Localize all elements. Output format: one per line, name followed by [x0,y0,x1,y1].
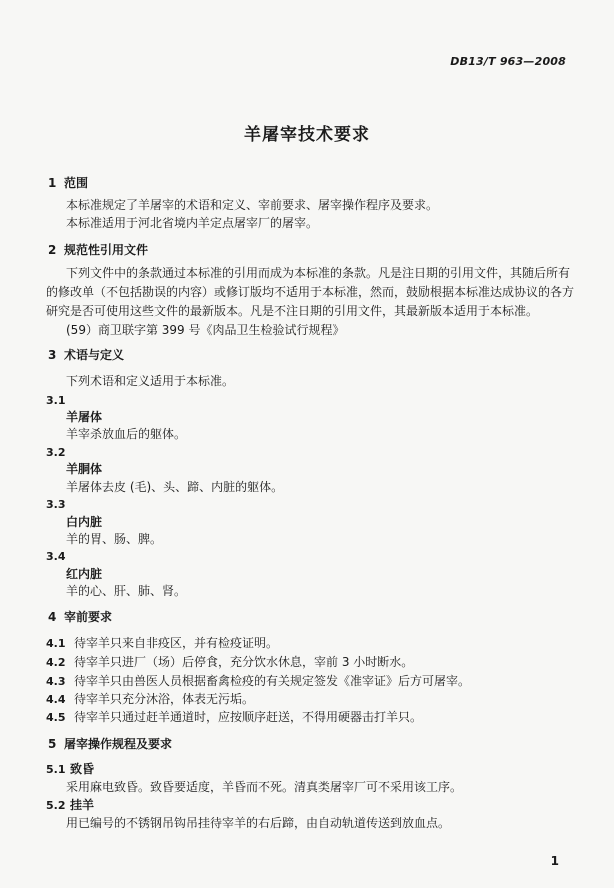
item-4-4-text: 待宰羊只充分沐浴，体表无污垢。 [74,692,255,706]
item-4-2-text: 待宰羊只进厂（场）后停食，充分饮水休息，宰前 3 小时断水。 [74,655,414,669]
term-3-3-definition: 羊的胃、肠、脾。 [66,532,163,546]
item-4-4-number: 4.4 [46,693,66,706]
section-2-paragraph-line-2: 的修改单（不包括勘误的内容）或修订版均不适用于本标准，然而，鼓励根据本标准达成协议的各方 [46,285,575,299]
page-number: 1 [550,854,559,868]
item-5-1-text: 采用麻电致昏。致昏要适度，羊昏而不死。清真类屠宰厂可不采用该工序。 [66,780,463,794]
section-3-intro: 下列术语和定义适用于本标准。 [66,374,235,388]
term-3-2-number: 3.2 [46,446,66,459]
section-2-reference: (59）商卫联字第 399 号《肉品卫生检验试行规程》 [66,323,345,337]
term-3-2-name: 羊胴体 [66,462,103,476]
section-5-heading: 屠宰操作规程及要求 [64,737,173,751]
document-title: 羊屠宰技术要求 [244,125,370,145]
item-4-3-number: 4.3 [46,675,66,688]
term-3-1-definition: 羊宰杀放血后的躯体。 [66,427,187,441]
item-5-1-heading: 致昏 [70,762,95,776]
item-4-2-number: 4.2 [46,656,66,669]
section-5-number: 5 [48,737,57,751]
term-3-4-definition: 羊的心、肝、肺、肾。 [66,584,187,598]
term-3-4-name: 红内脏 [66,567,103,581]
term-3-1-number: 3.1 [46,394,66,407]
section-2-paragraph-line-1: 下列文件中的条款通过本标准的引用而成为本标准的条款。凡是注日期的引用文件，其随后所有 [66,266,571,280]
section-2-paragraph-line-3: 研究是否可使用这些文件的最新版本。凡是不注日期的引用文件，其最新版本适用于本标准。 [46,304,539,318]
item-4-1-number: 4.1 [46,637,66,650]
item-5-2-text: 用已编号的不锈钢吊钩吊挂待宰羊的右后蹄，由自动轨道传送到放血点。 [66,816,451,830]
item-4-5-number: 4.5 [46,711,66,724]
term-3-3-number: 3.3 [46,498,66,511]
item-4-5-text: 待宰羊只通过赶羊通道时，应按顺序赶送，不得用硬器击打羊只。 [74,710,423,724]
term-3-3-name: 白内脏 [66,515,103,529]
section-4-number: 4 [48,610,57,624]
item-5-2-heading: 挂羊 [70,798,95,812]
section-2-number: 2 [48,243,57,257]
term-3-1-name: 羊屠体 [66,410,103,424]
section-1-number: 1 [48,176,57,190]
section-4-heading: 宰前要求 [64,610,113,624]
item-5-2-number: 5.2 [46,799,66,812]
item-5-1-number: 5.1 [46,763,66,776]
term-3-4-number: 3.4 [46,550,66,563]
item-4-1-text: 待宰羊只来自非疫区，并有检疫证明。 [74,636,279,650]
item-4-3-text: 待宰羊只由兽医人员根据畜禽检疫的有关规定签发《准宰证》后方可屠宰。 [74,674,471,688]
section-1-paragraph-2: 本标准适用于河北省境内羊定点屠宰厂的屠宰。 [66,216,319,230]
section-3-number: 3 [48,348,57,362]
section-1-heading: 范围 [64,176,89,190]
section-1-paragraph-1: 本标准规定了羊屠宰的术语和定义、宰前要求、屠宰操作程序及要求。 [66,198,439,212]
standard-number: DB13/T 963—2008 [450,55,566,68]
term-3-2-definition: 羊屠体去皮 (毛)、头、蹄、内脏的躯体。 [66,480,284,494]
section-3-heading: 术语与定义 [64,348,125,362]
section-2-heading: 规范性引用文件 [64,243,149,257]
